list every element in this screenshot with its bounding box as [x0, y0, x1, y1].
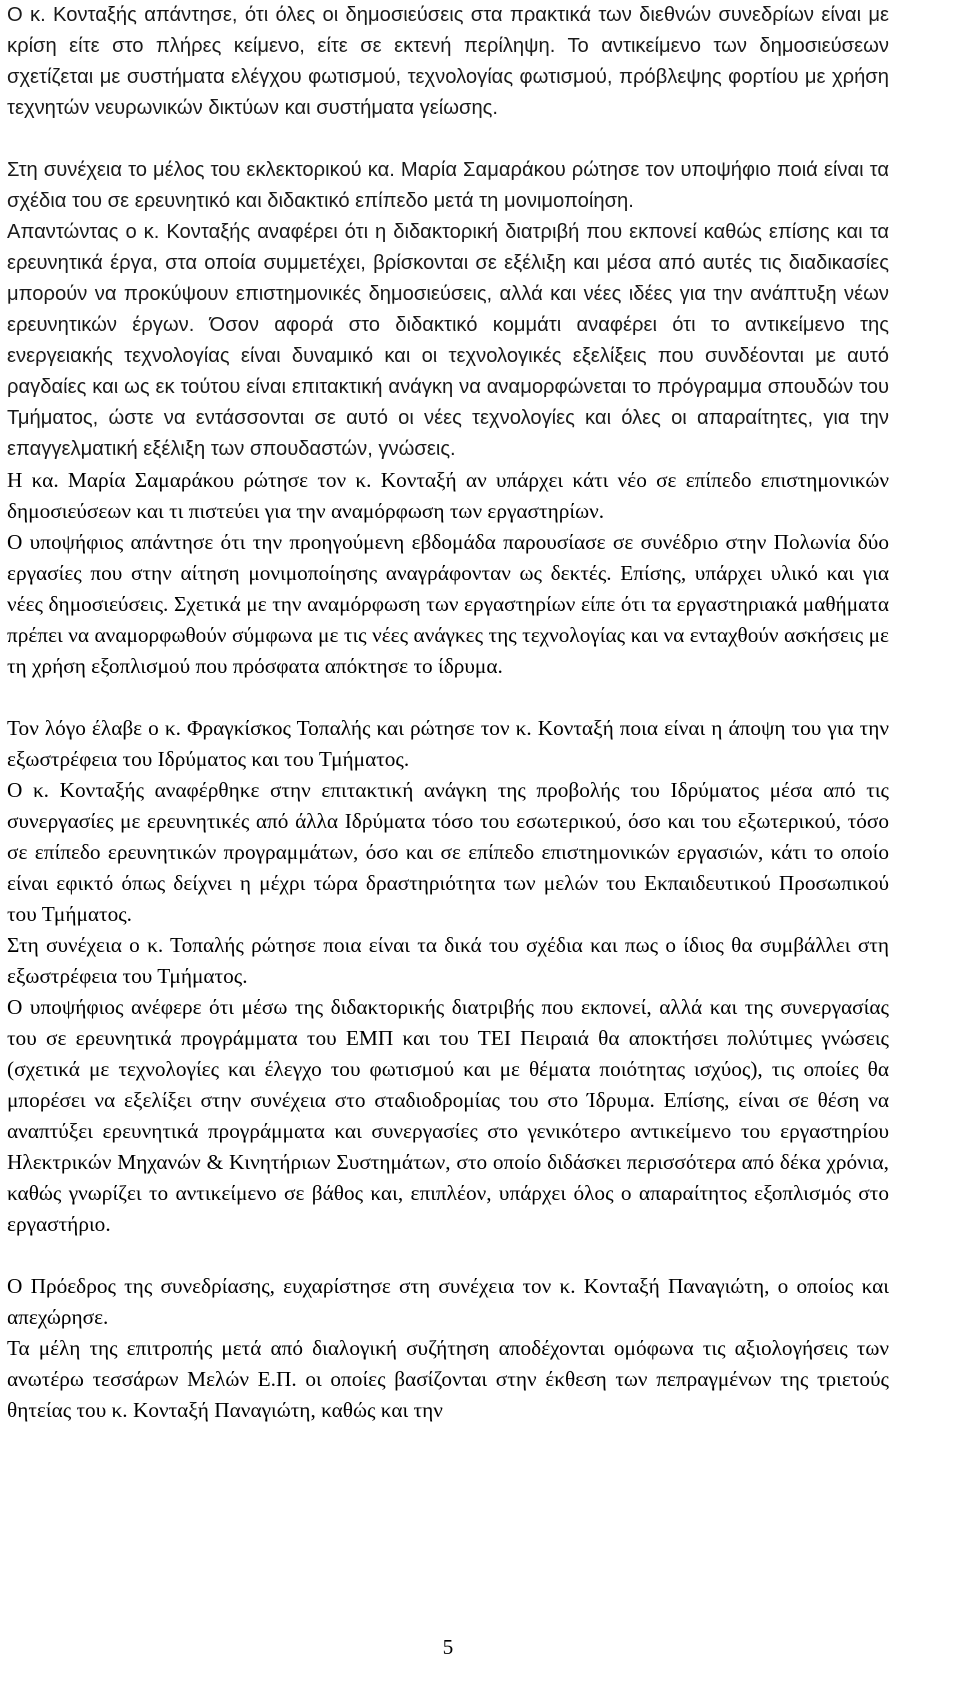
paragraph-samarakou-question: Στη συνέχεια το μέλος του εκλεκτορικού κα. Μαρία Σαμαράκου ρώτησε τον υποψήφιο ποιά είναι τα σχέδια του σε ερευνητικό και διδακτικό επίπεδο μετά τη μονιμοποίηση. — [7, 159, 889, 212]
document-page — [7, 0, 889, 1426]
page-number: 5 — [442, 1635, 454, 1659]
paragraph-candidate-contribution: Ο υποψήφιος ανέφερε ότι μέσω της διδακτορικής διατριβής που εκπονεί, αλλά και της συνεργασίας του σε ερευνητικά προγράμματα του ΕΜΠ και του ΤΕΙ Πειραιά θα αποκτήσει πολύτιμες γνώσεις (σχετικά με τεχνολογίες και έλεγχο του φωτισμού και με θέματα ποιότητας ισχύος), τις οποίες θα μπορέσει να εξελίξει στην συνέχεια στο σταδιοδρομίας του στο Ίδρυμα. Επίσης, είναι σε θέση να αναπτύξει ερευνητικά προγράμματα και συνεργασίες στο γενικότερο αντικείμενο του εργαστηρίου Ηλεκτρικών Μηχανών & Κινητήριων Συστημάτων, στο οποίο διδάσκει περισσότερα από δέκα χρόνια, καθώς γνωρίζει το αντικείμενο σε βάθος και, επιπλέον, υπάρχει όλος ο απαραίτητος εξοπλισμός στο εργαστήριο. — [7, 995, 889, 1236]
paragraph-extroversion-answer: Ο κ. Κονταξής αναφέρθηκε στην επιτακτική ανάγκη της προβολής του Ιδρύματος μέσα από τις συνεργασίες με ερευνητικές από άλλα Ιδρύματα τόσο του εσωτερικού, όσο και του εξωτερικού, τόσο σε επίπεδο ερευνητικών προγραμμάτων, όσο και σε επίπεδο επιστημονικών εργασιών, κάτι το οποίο είναι εφικτό όπως δείχνει η μέχρι τώρα δραστηριότητα των μελών του Εκπαιδευτικού Προσωπικού του Τμήματος. — [7, 778, 889, 926]
paragraph-candidate-answer-labs: Ο υποψήφιος απάντησε ότι την προηγούμενη εβδομάδα παρουσίασε σε συνέδριο στην Πολωνία δύο εργασίες που στην αίτηση μονιμοποίησης αναγράφονταν ως δεκτές. Επίσης, υπάρχει υλικό και για νέες δημοσιεύσεις. Σχετικά με την αναμόρφωση των εργαστηρίων είπε ότι τα εργαστηριακά μαθήματα πρέπει να αναμορφωθούν σύμφωνα με τις νέες ανάγκες της τεχνολογίας και να ενταχθούν ασκήσεις με τη χρήση εξοπλισμού που πρόσφατα απόκτησε το ίδρυμα. — [7, 530, 889, 678]
paragraph-plans-answer: Απαντώντας ο κ. Κονταξής αναφέρει ότι η διδακτορική διατριβή που εκπονεί καθώς επίσης και τα ερευνητικά έργα, στα οποία συμμετέχει, βρίσκονται σε εξέλιξη και μέσα από αυτές τις διαδικασίες μπορούν να προκύψουν επιστημονικές δημοσιεύσεις, αλλά και νέες ιδέες για την ανάπτυξη νέων ερευνητικών έργων. Όσον αφορά στο διδακτικό κομμάτι αναφέρει ότι το αντικείμενο της ενεργειακής τεχνολογίας είναι δυναμικό και οι τεχνολογικές εξελίξεις που συνδέονται με αυτό ραγδαίες και ως εκ τούτου είναι επιτακτική ανάγκη να αναμορφώνεται το πρόγραμμα σπουδών του Τμήματος, ώστε να εντάσσονται σε αυτό οι νέες τεχνολογίες και όλες οι απαραίτητες, για την επαγγελματική εξέλιξη των σπουδαστών, γνώσεις. — [7, 221, 889, 460]
paragraph-publications-answer: Ο κ. Κονταξής απάντησε, ότι όλες οι δημοσιεύσεις στα πρακτικά των διεθνών συνεδρίων είναι με κρίση είτε στο πλήρες κείμενο, είτε σε εκτενή περίληψη. Το αντικείμενο των δημοσιεύσεων σχετίζεται με συστήματα ελέγχου φωτισμού, τεχνολογίας φωτισμού, πρόβλεψης φορτίου με χρήση τεχνητών νευρωνικών δικτύων και συστήματα γείωσης. — [7, 4, 889, 119]
paragraph-topalis-question: Τον λόγο έλαβε ο κ. Φραγκίσκος Τοπαλής και ρώτησε τον κ. Κονταξή ποια είναι η άποψη του για την εξωστρέφεια του Ιδρύματος και του Τμήματος. — [7, 716, 889, 771]
paragraph-chair-thanks: Ο Πρόεδρος της συνεδρίασης, ευχαρίστησε στη συνέχεια τον κ. Κονταξή Παναγιώτη, ο οποίος και απεχώρησε. — [7, 1274, 889, 1329]
paragraph-samarakou-second-question: Η κα. Μαρία Σαμαράκου ρώτησε τον κ. Κονταξή αν υπάρχει κάτι νέο σε επίπεδο επιστημονικών δημοσιεύσεων και τι πιστεύει για την αναμόρφωση των εργαστηρίων. — [7, 468, 889, 523]
paragraph-committee-decision: Τα μέλη της επιτροπής μετά από διαλογική συζήτηση αποδέχονται ομόφωνα τις αξιολογήσεις των ανωτέρω τεσσάρων Μελών Ε.Π. οι οποίες βασίζονται στην έκθεση των πεπραγμένων της τριετούς θητείας του κ. Κονταξή Παναγιώτη, καθώς και την — [7, 1336, 889, 1422]
paragraph-topalis-followup: Στη συνέχεια ο κ. Τοπαλής ρώτησε ποια είναι τα δικά του σχέδια και πως ο ίδιος θα συμβάλλει στη εξωστρέφεια του Τμήματος. — [7, 933, 889, 988]
